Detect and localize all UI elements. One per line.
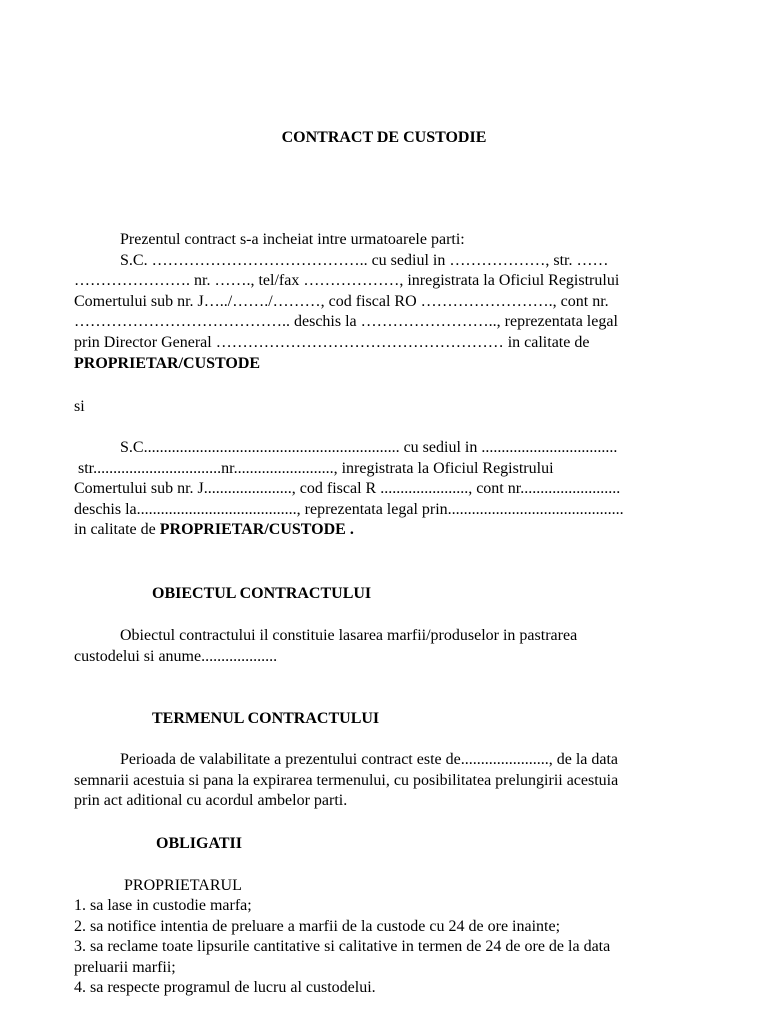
conjunction-si: si (74, 398, 85, 415)
party-1-line: …………………. nr. ……., tel/fax ………………, inregistrata la Oficiul Registrului (74, 272, 620, 290)
obligatie-item: 1. sa lase in custodie marfa; (74, 897, 252, 914)
section-termen-body (74, 750, 698, 812)
obligatie-item: 3. sa reclame toate lipsurile cantitative si calitative in termen de 24 de ore de la data (74, 938, 611, 956)
parties-intro: Prezentul contract s-a incheiat intre urmatoarele parti: (120, 231, 465, 248)
obligatie-item: 2. sa notifice intentia de preluare a marfii de la custode cu 24 de ore inainte; (74, 917, 561, 935)
party-2-role-prefix: in calitate de (74, 521, 160, 539)
party-2-line: Comertului sub nr. J......................, cod fiscal R ......................, cont nr......................... (74, 480, 621, 498)
party-1-line: ………………………………….. deschis la …………………….., reprezentata legal (74, 313, 618, 331)
party-2-line: deschis la........................................, reprezentata legal prin............................................ (74, 500, 624, 518)
party-1-block (74, 230, 698, 374)
party-2-line: S.C................................................................ cu sediul in .................................. (120, 439, 618, 456)
obiect-line: custodelui si anume................... (74, 647, 278, 665)
section-heading-termen: TERMENUL CONTRACTULUI (152, 710, 380, 727)
obligatie-item: preluarii marfii; (74, 958, 176, 976)
subheading-proprietarul: PROPRIETARUL (124, 877, 242, 894)
party-1-line: Comertului sub nr. J…../……./………, cod fiscal RO ……………………., cont nr. (74, 292, 609, 310)
party-2-role: PROPRIETAR/CUSTODE . (159, 521, 354, 539)
termen-line: prin act aditional cu acordul ambelor parti. (74, 792, 348, 810)
section-heading-obligatii: OBLIGATII (156, 835, 242, 852)
obiect-line: Obiectul contractului il constituie lasarea marfii/produselor in pastrarea (120, 627, 578, 644)
party-1-line: prin Director General ……………………………………………… in calitate de (74, 333, 590, 351)
party-2-block (74, 438, 698, 541)
obligatii-list (74, 896, 698, 999)
party-2-role-line (74, 520, 698, 541)
document-title: CONTRACT DE CUSTODIE (281, 129, 487, 146)
party-2-line: str................................nr........................., inregistrata la Oficiul Registrului (78, 459, 554, 477)
obligatie-item: 4. sa respecte programul de lucru al custodelui. (74, 979, 376, 997)
party-1-role: PROPRIETAR/CUSTODE (74, 354, 261, 372)
termen-line: semnarii acestuia si pana la expirarea termenului, cu posibilitatea prelungirii acestuia (74, 771, 619, 789)
termen-line: Perioada de valabilitate a prezentului contract este de......................, de la data (120, 751, 619, 768)
section-obiect-body (74, 626, 698, 667)
section-heading-obiect: OBIECTUL CONTRACTULUI (152, 585, 372, 602)
party-1-line: S.C. ………………………………….. cu sediul in ………………, str. …… (120, 251, 609, 269)
